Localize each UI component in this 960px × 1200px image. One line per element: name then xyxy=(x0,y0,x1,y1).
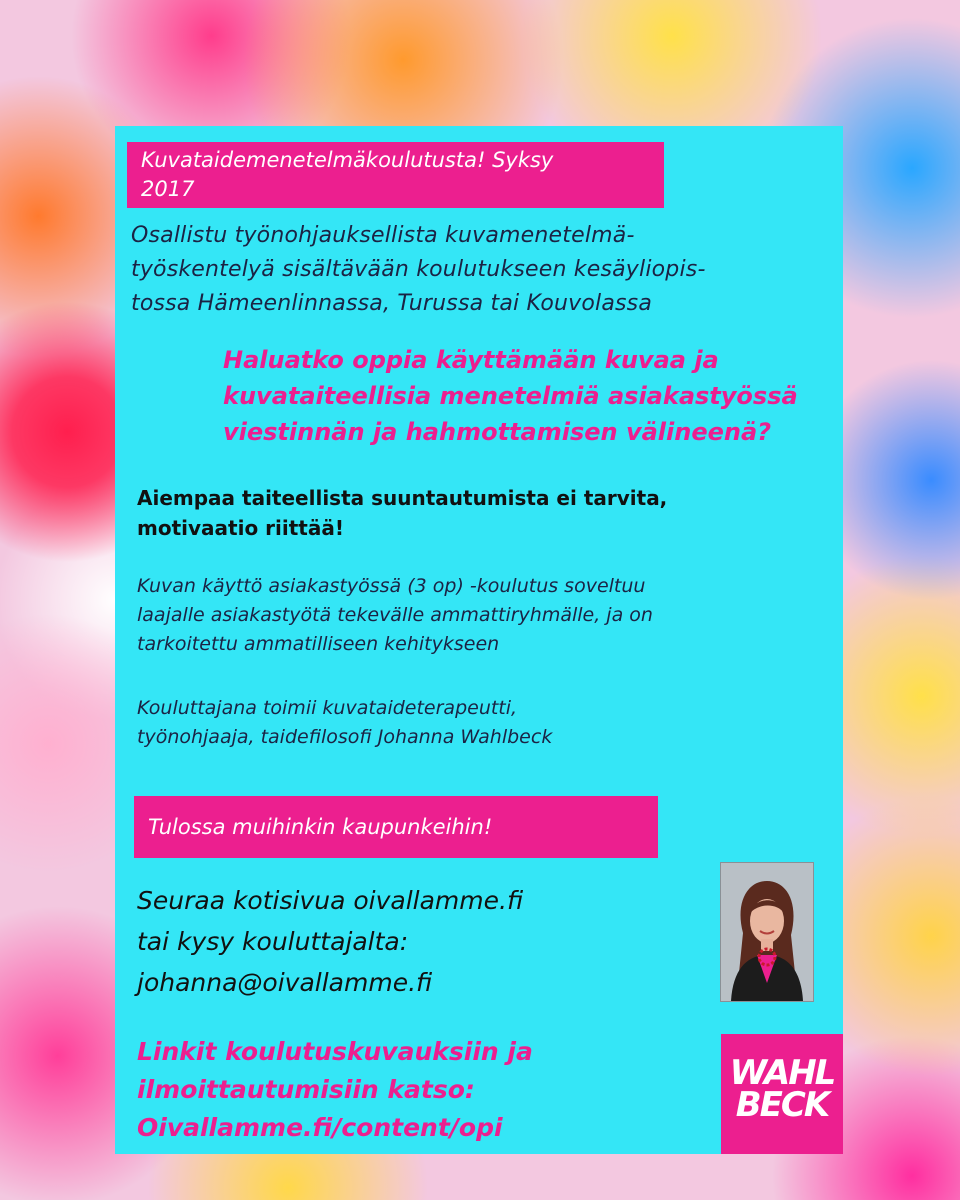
question-line3: viestinnän ja hahmottamisen välineenä? xyxy=(223,418,772,446)
portrait-illustration xyxy=(721,863,813,1001)
logo-word-2: BECK xyxy=(735,1085,829,1125)
contact-email: johanna@oivallamme.fi xyxy=(137,968,433,997)
question-line2: kuvataiteellisia menetelmiä asiakastyössä xyxy=(223,382,798,410)
contact-line1: Seuraa kotisivua oivallamme.fi xyxy=(137,886,524,915)
intro-line2: työskentelyä sisältävään koulutukseen kesäyliopis- xyxy=(131,257,706,282)
requirement-line2: motivaatio riittää! xyxy=(137,516,344,540)
trainer-text xyxy=(137,694,757,752)
coming-soon-banner xyxy=(134,796,658,858)
links-text xyxy=(137,1033,697,1147)
links-url: Oivallamme.fi/content/opi xyxy=(137,1113,503,1142)
header-title-line1: Kuvataidemenetelmäkoulutusta! Syksy xyxy=(141,148,554,172)
intro-text xyxy=(131,219,791,321)
trainer-line2: työnohjaaja, taidefilosofi Johanna Wahlbeck xyxy=(137,726,553,748)
header-title-line2: 2017 xyxy=(141,177,195,201)
contact-line2: tai kysy kouluttajalta: xyxy=(137,927,409,956)
requirement-text xyxy=(137,483,737,543)
links-line1: Linkit koulutuskuvauksiin ja xyxy=(137,1037,533,1066)
coming-soon-text: Tulossa muihinkin kaupunkeihin! xyxy=(148,815,493,839)
intro-line3: tossa Hämeenlinnassa, Turussa tai Kouvolassa xyxy=(131,291,653,316)
requirement-line1: Aiempaa taiteellista suuntautumista ei tarvita, xyxy=(137,486,668,510)
logo-word-1: WAHL xyxy=(729,1053,835,1093)
wahlbeck-logo xyxy=(721,1034,843,1154)
question-heading xyxy=(223,342,823,450)
header-banner xyxy=(127,142,664,208)
description-text xyxy=(137,572,757,659)
contact-text xyxy=(137,880,677,1003)
description-line1: Kuvan käyttö asiakastyössä (3 op) -koulutus soveltuu xyxy=(137,575,646,597)
trainer-portrait xyxy=(720,862,814,1002)
description-line3: tarkoitettu ammatilliseen kehitykseen xyxy=(137,633,500,655)
trainer-line1: Kouluttajana toimii kuvataideterapeutti, xyxy=(137,697,518,719)
description-line2: laajalle asiakastyötä tekevälle ammattiryhmälle, ja on xyxy=(137,604,653,626)
links-line2: ilmoittautumisiin katso: xyxy=(137,1075,475,1104)
intro-line1: Osallistu työnohjauksellista kuvamenetelmä- xyxy=(131,223,635,248)
question-line1: Haluatko oppia käyttämään kuvaa ja xyxy=(223,346,719,374)
